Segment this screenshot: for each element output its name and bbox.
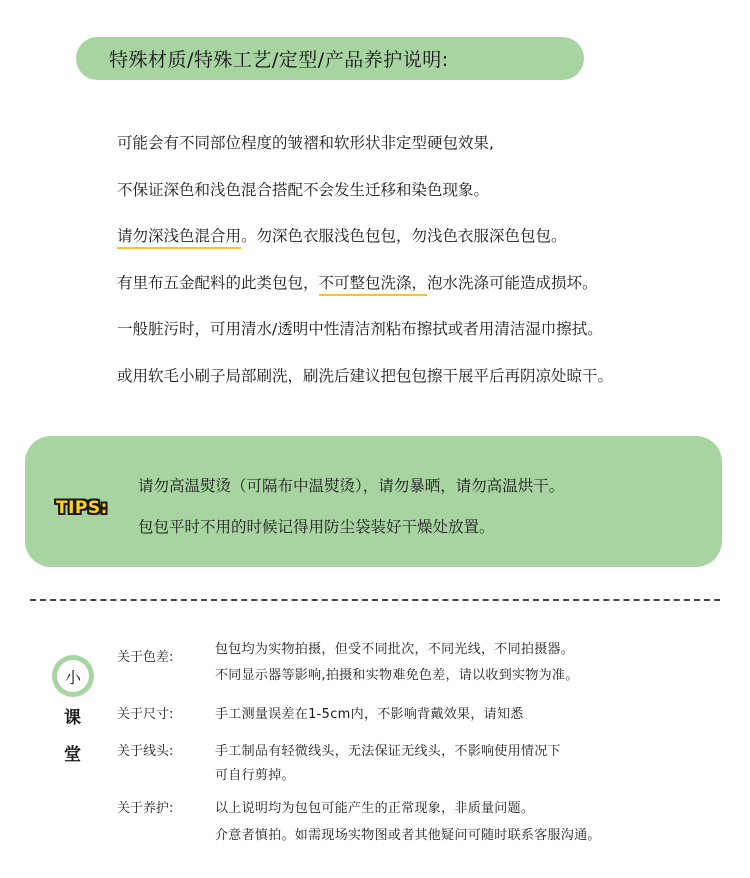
tip-line: 包包平时不用的时候记得用防尘袋装好干燥处放置。 bbox=[138, 518, 495, 536]
section-title-banner bbox=[76, 37, 584, 80]
care-note: 有里布五金配料的此类包包，不可整包洗涤，泡水洗涤可能造成损坏。 bbox=[117, 272, 717, 295]
care-note: 请勿深浅色混合用。勿深色衣服浅色包包，勿浅色衣服深色包包。 bbox=[117, 225, 717, 248]
classroom-char: 堂 bbox=[64, 745, 81, 765]
faq-text: 手工制品有轻微线头，无法保证无线头，不影响使用情况下 bbox=[215, 744, 561, 759]
care-note: 不保证深色和浅色混合搭配不会发生迁移和染色现象。 bbox=[117, 180, 490, 199]
faq-text: 介意者慎拍。如需现场实物图或者其他疑问可随时联系客服沟通。 bbox=[215, 828, 601, 843]
classroom-char: 小 bbox=[64, 667, 81, 687]
care-notes-list bbox=[117, 132, 717, 411]
faq-label-size: 关于尺寸: bbox=[117, 707, 174, 722]
tips-panel bbox=[25, 436, 722, 567]
section-title: 特殊材质/特殊工艺/定型/产品养护说明: bbox=[109, 49, 449, 71]
faq-text: 可自行剪掉。 bbox=[215, 768, 295, 783]
tip-line: 请勿高温熨烫（可隔布中温熨烫），请勿暴晒，请勿高温烘干。 bbox=[138, 477, 565, 495]
faq-text: 不同显示器等影响,拍摄和实物难免色差，请以收到实物为准。 bbox=[215, 668, 579, 683]
tips-label: TIPS: bbox=[56, 498, 108, 518]
classroom-badge bbox=[52, 655, 94, 697]
care-note: 一般脏污时，可用清水/透明中性清洁剂粘布擦拭或者用清洁湿巾擦拭。 bbox=[117, 320, 603, 338]
faq-label-thread: 关于线头: bbox=[117, 744, 174, 759]
faq-text: 手工测量误差在1-5cm内，不影响背戴效果，请知悉 bbox=[215, 707, 524, 722]
classroom-char: 课 bbox=[64, 708, 81, 728]
faq-label-color: 关于色差: bbox=[117, 650, 174, 665]
highlighted-text: 请勿深浅色混合用 bbox=[117, 227, 241, 249]
care-note: 可能会有不同部位程度的皱褶和软形状非定型硬包效果, bbox=[117, 134, 494, 152]
faq-text: 包包均为实物拍摄，但受不同批次，不同光线，不同拍摄器。 bbox=[215, 642, 575, 657]
care-note: 或用软毛小刷子局部刷洗，刷洗后建议把包包擦干展平后再阴凉处晾干。 bbox=[117, 366, 614, 385]
dashed-divider bbox=[30, 599, 720, 601]
faq-label-care: 关于养护: bbox=[117, 801, 174, 816]
highlighted-text: 不可整包洗涤， bbox=[319, 274, 428, 296]
faq-text: 以上说明均为包包可能产生的正常现象，非质量问题。 bbox=[215, 801, 535, 816]
